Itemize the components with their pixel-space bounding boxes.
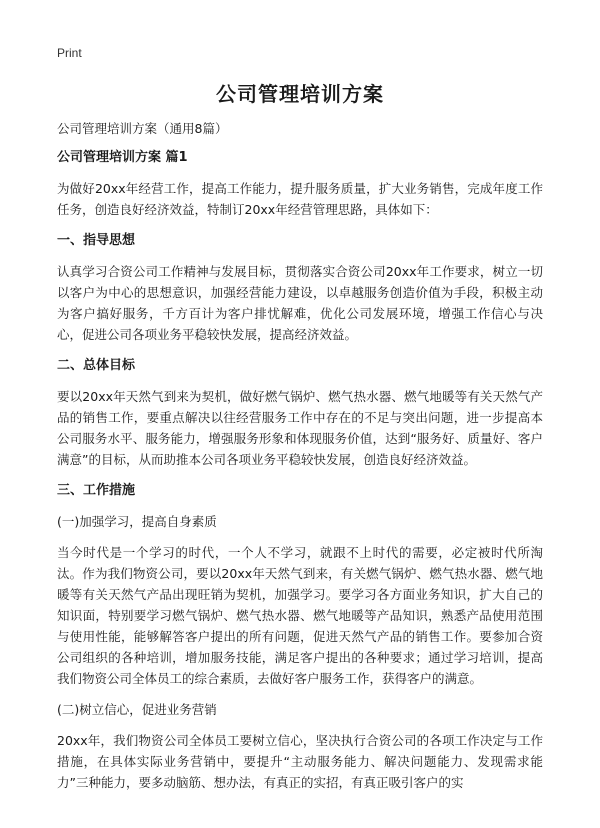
document-subtitle: 公司管理培训方案（通用8篇） [57, 121, 228, 136]
subsection-paragraph-learning: 当今时代是一个学习的时代，一个人不学习，就跟不上时代的需要，必定被时代所淘汰。作为我们物资公司，要以20xx年天然气到来，有关燃气锅炉、燃气热水器、燃气地暖等有关天然气产品出现旺销为契机，加强学习。要学习各方面业务知识，扩大自己的知识面，特别要学习燃气锅炉、燃气热水器、燃气地暖等产品知识，熟悉产品使用范围与使用性能，能够解答客户提出的所有问题，促进天然气产品的销售工作。要参加合资公司组织的各种培训，增加服务技能，满足客户提出的各种要求；通过学习培训，提高我们物资公司全体员工的综合素质，去做好客户服务工作，获得客户的满意。 [57, 545, 543, 686]
section-paragraph-guiding-ideology: 认真学习合资公司工作精神与发展目标，贯彻落实合资公司20xx年工作要求，树立一切以客户为中心的思想意识，加强经营能力建设，以卓越服务创造价值为手段，积极主动为客户搞好服务，千方百计为客户排忧解难，优化公司发展环境，增强工作信心与决心，促进公司各项业务平稳较快发展，提高经济效益。 [57, 264, 543, 342]
section-heading-guiding-ideology: 一、指导思想 [57, 233, 136, 248]
document-body [57, 118, 543, 803]
subsection-heading-confidence: (二)树立信心，促进业务营销 [57, 702, 217, 717]
section-heading-overall-goal: 二、总体目标 [57, 358, 136, 373]
subsection-heading-learning: (一)加强学习，提高自身素质 [57, 514, 217, 529]
section-paragraph-overall-goal: 要以20xx年天然气到来为契机，做好燃气锅炉、燃气热水器、燃气地暖等有关天然气产品的销售工作，要重点解决以往经营服务工作中存在的不足与突出问题，进一步提高本公司服务水平、服务能力，增强服务形象和体现服务价值，达到“服务好、质量好、客户满意”的目标，从而助推本公司各项业务平稳较快发展，创造良好经济效益。 [57, 389, 543, 467]
subsection-paragraph-confidence: 20xx年，我们物资公司全体员工要树立信心，坚决执行合资公司的各项工作决定与工作措施，在具体实际业务营销中，要提升“主动服务能力、解决问题能力、发现需求能力”三种能力，要多动脑筋、想办法，有真正的实招，有真正吸引客户的实 [57, 733, 543, 790]
print-label: Print [57, 46, 82, 60]
intro-paragraph: 为做好20xx年经营工作，提高工作能力，提升服务质量，扩大业务销售，完成年度工作任务，创造良好经济效益，特制订20xx年经营管理思路，具体如下： [57, 181, 543, 217]
part-heading: 公司管理培训方案 篇1 [57, 150, 188, 165]
document-title: 公司管理培训方案 [216, 82, 384, 106]
section-heading-work-measures: 三、工作措施 [57, 483, 136, 498]
